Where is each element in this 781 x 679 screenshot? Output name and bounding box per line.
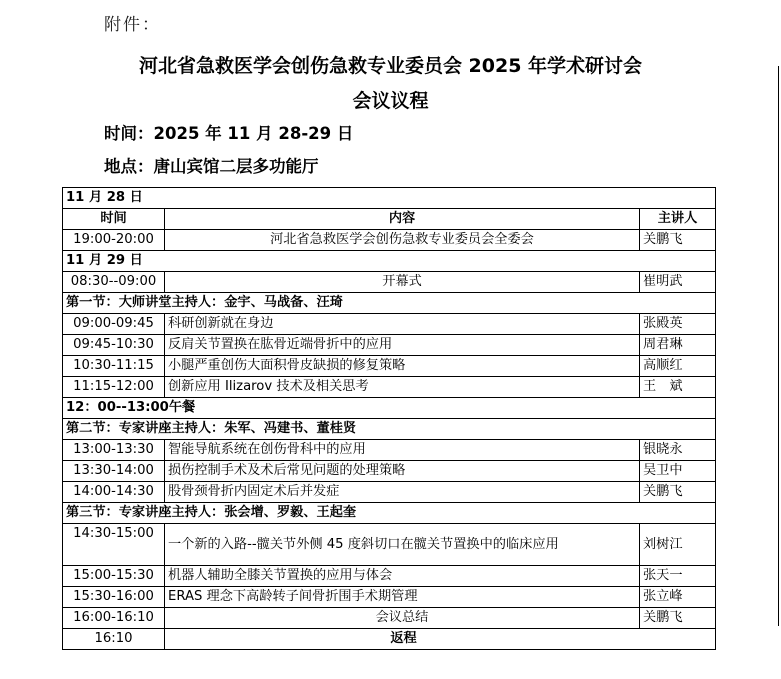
section-row	[63, 503, 716, 524]
table-row	[63, 335, 716, 356]
table-row	[63, 440, 716, 461]
row-time: 14:30-15:00	[63, 524, 165, 566]
table-row	[63, 356, 716, 377]
table-row	[63, 524, 716, 566]
row-content: 开幕式	[165, 272, 640, 293]
section-row	[63, 293, 716, 314]
table-row	[63, 587, 716, 608]
row-content: 小腿严重创伤大面积骨皮缺损的修复策略	[165, 356, 640, 377]
row-content: 科研创新就在身边	[165, 314, 640, 335]
row-speaker: 关鹏飞	[640, 608, 716, 629]
row-speaker: 王 斌	[640, 377, 716, 398]
section-label: 第一节：大师讲堂主持人：金宇、马战备、汪琦	[63, 293, 716, 314]
row-content: 股骨颈骨折内固定术后并发症	[165, 482, 640, 503]
lunch-label	[63, 398, 716, 419]
row-speaker: 刘树江	[640, 524, 716, 566]
row-time: 15:30-16:00	[63, 587, 165, 608]
row-speaker: 周君琳	[640, 335, 716, 356]
row-speaker: 张立峰	[640, 587, 716, 608]
row-content: ERAS 理念下高龄转子间骨折围手术期管理	[165, 587, 640, 608]
document-subtitle: 会议议程	[352, 90, 429, 112]
row-time: 15:00-15:30	[63, 566, 165, 587]
row-time: 19:00-20:00	[63, 230, 165, 251]
row-content: 机器人辅助全膝关节置换的应用与体会	[165, 566, 640, 587]
lunch-text: 午餐	[168, 400, 196, 415]
table-row	[63, 272, 716, 293]
day-row	[63, 188, 716, 209]
row-content: 返程	[165, 629, 716, 650]
table-row	[63, 314, 716, 335]
row-content: 智能导航系统在创伤骨科中的应用	[165, 440, 640, 461]
row-content: 创新应用 Ilizarov 技术及相关思考	[165, 377, 640, 398]
row-speaker: 张天一	[640, 566, 716, 587]
row-time: 11:15-12:00	[63, 377, 165, 398]
lunch-time: 12：00--13:00	[66, 400, 169, 415]
row-speaker: 吴卫中	[640, 461, 716, 482]
attachment-label: 附件：	[104, 15, 161, 35]
row-time: 10:30-11:15	[63, 356, 165, 377]
section-row	[63, 419, 716, 440]
table-row	[63, 566, 716, 587]
row-speaker: 崔明武	[640, 272, 716, 293]
row-speaker: 银晓永	[640, 440, 716, 461]
row-content: 反肩关节置换在肱骨近端骨折中的应用	[165, 335, 640, 356]
day-row	[63, 251, 716, 272]
table-row	[63, 608, 716, 629]
header-row	[63, 209, 716, 230]
section-label: 第三节：专家讲座主持人：张会增、罗毅、王起奎	[63, 503, 716, 524]
lunch-row	[63, 398, 716, 419]
row-time: 09:00-09:45	[63, 314, 165, 335]
row-time: 13:30-14:00	[63, 461, 165, 482]
day-label: 11 月 28 日	[63, 188, 716, 209]
header-time: 时间	[63, 209, 165, 230]
row-time: 09:45-10:30	[63, 335, 165, 356]
row-time: 16:10	[63, 629, 165, 650]
meeting-time: 时间：2025 年 11 月 28-29 日	[104, 124, 354, 143]
row-content: 一个新的入路--髋关节外侧 45 度斜切口在髋关节置换中的临床应用	[165, 524, 640, 566]
meeting-place: 地点：唐山宾馆二层多功能厅	[104, 157, 319, 176]
table-row	[63, 230, 716, 251]
row-content: 河北省急救医学会创伤急救专业委员会全委会	[165, 230, 640, 251]
header-speaker: 主讲人	[640, 209, 716, 230]
table-row	[63, 482, 716, 503]
row-time: 14:00-14:30	[63, 482, 165, 503]
row-speaker: 关鹏飞	[640, 482, 716, 503]
day-label: 11 月 29 日	[63, 251, 716, 272]
row-speaker: 关鹏飞	[640, 230, 716, 251]
row-time: 16:00-16:10	[63, 608, 165, 629]
agenda-table	[62, 187, 716, 650]
table-row	[63, 461, 716, 482]
table-row	[63, 377, 716, 398]
header-content: 内容	[165, 209, 640, 230]
row-time: 08:30--09:00	[63, 272, 165, 293]
section-label: 第二节：专家讲座主持人：朱军、冯建书、董桂贤	[63, 419, 716, 440]
row-time: 13:00-13:30	[63, 440, 165, 461]
row-content: 会议总结	[165, 608, 640, 629]
table-row	[63, 629, 716, 650]
page-edge-rule	[778, 66, 779, 626]
row-speaker: 张殿英	[640, 314, 716, 335]
row-speaker: 高顺红	[640, 356, 716, 377]
document-title: 河北省急救医学会创伤急救专业委员会 2025 年学术研讨会	[138, 55, 643, 77]
row-content: 损伤控制手术及术后常见问题的处理策略	[165, 461, 640, 482]
